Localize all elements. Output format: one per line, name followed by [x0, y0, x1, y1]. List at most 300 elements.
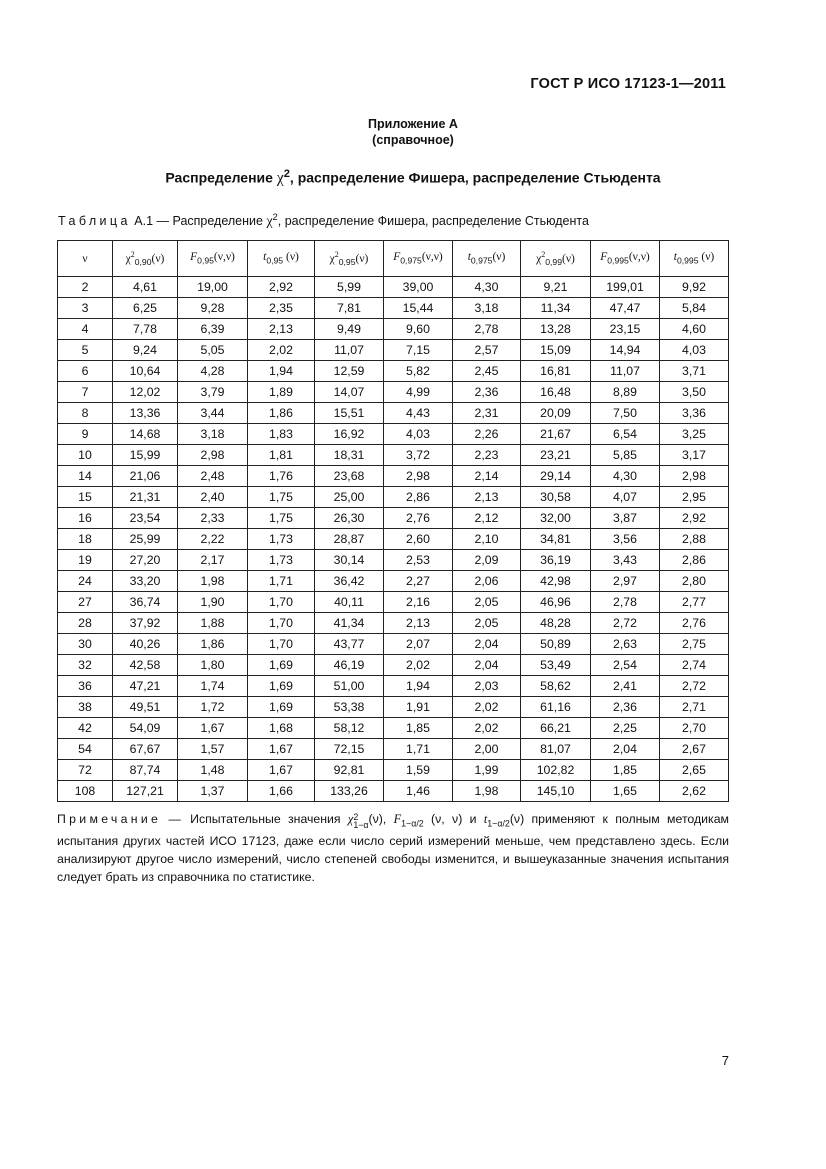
- table-cell: 2,35: [248, 298, 315, 319]
- table-cell: 6,54: [591, 424, 660, 445]
- table-row: [58, 550, 729, 571]
- table-cell: 2,33: [178, 508, 248, 529]
- annex-heading: [0, 116, 826, 148]
- table-cell: 43,77: [315, 634, 384, 655]
- table-cell: 9,21: [521, 277, 591, 298]
- table-cell: 133,26: [315, 781, 384, 802]
- table-cell: 48,28: [521, 613, 591, 634]
- table-cell: 1,94: [384, 676, 453, 697]
- table-cell: 5,99: [315, 277, 384, 298]
- annex-type: (справочное): [372, 133, 454, 147]
- header-arg: (ν): [698, 251, 715, 264]
- table-cell: 25,00: [315, 487, 384, 508]
- table-row: [58, 508, 729, 529]
- table-cell: 1,46: [384, 781, 453, 802]
- column-header: [591, 241, 660, 277]
- table-cell: 3,72: [384, 445, 453, 466]
- table-cell: 9,24: [113, 340, 178, 361]
- table-cell: 23,68: [315, 466, 384, 487]
- table-row: [58, 298, 729, 319]
- note-chi: χ: [347, 812, 354, 826]
- table-cell: 1,67: [178, 718, 248, 739]
- table-cell: 1,76: [248, 466, 315, 487]
- column-header: [660, 241, 729, 277]
- table-body: [58, 277, 729, 802]
- table-cell: 2,98: [384, 466, 453, 487]
- table-cell: 2,22: [178, 529, 248, 550]
- table-cell: 2,12: [453, 508, 521, 529]
- column-header: [453, 241, 521, 277]
- table-cell: 1,67: [248, 739, 315, 760]
- column-header: [248, 241, 315, 277]
- table-cell: 1,69: [248, 655, 315, 676]
- table-row: [58, 445, 729, 466]
- header-sub: 0,995: [607, 255, 629, 266]
- table-cell: 58,12: [315, 718, 384, 739]
- table-cell: 199,01: [591, 277, 660, 298]
- table-cell: 1,94: [248, 361, 315, 382]
- table-cell: 30,58: [521, 487, 591, 508]
- table-cell: 2,86: [384, 487, 453, 508]
- column-header: [113, 241, 178, 277]
- note-arg3: (ν): [509, 812, 525, 826]
- table-cell: 46,96: [521, 592, 591, 613]
- table-cell: 53,38: [315, 697, 384, 718]
- table-cell: 36,19: [521, 550, 591, 571]
- table-cell: 2,04: [453, 634, 521, 655]
- table-row: [58, 424, 729, 445]
- table-cell: 4,60: [660, 319, 729, 340]
- table-cell: 16,81: [521, 361, 591, 382]
- table-cell: 49,51: [113, 697, 178, 718]
- table-cell: 1,69: [248, 697, 315, 718]
- table-row: [58, 760, 729, 781]
- header-sub: 0,975: [400, 255, 422, 266]
- table-row: [58, 340, 729, 361]
- header-arg: (ν,ν): [628, 251, 650, 264]
- table-cell: 7,50: [591, 403, 660, 424]
- table-cell: 27,20: [113, 550, 178, 571]
- table-cell: 42,58: [113, 655, 178, 676]
- note-label: Примечание: [57, 812, 162, 826]
- table-cell: 26,30: [315, 508, 384, 529]
- table-cell: 11,34: [521, 298, 591, 319]
- table-cell: 87,74: [113, 760, 178, 781]
- header-sub: 0,995: [676, 255, 699, 266]
- table-cell: 1,83: [248, 424, 315, 445]
- table-cell: 3,36: [660, 403, 729, 424]
- table-cell: 1,74: [178, 676, 248, 697]
- table-cell: 21,31: [113, 487, 178, 508]
- table-cell: 102,82: [521, 760, 591, 781]
- table-cell: 1,80: [178, 655, 248, 676]
- table-cell: 46,19: [315, 655, 384, 676]
- table-cell: 23,21: [521, 445, 591, 466]
- table-cell: 54,09: [113, 718, 178, 739]
- caption-label: Таблица: [58, 214, 131, 229]
- table-cell: 1,69: [248, 676, 315, 697]
- table-cell: 28,87: [315, 529, 384, 550]
- table-cell: 28: [58, 613, 113, 634]
- table-cell: 1,71: [248, 571, 315, 592]
- table-row: [58, 592, 729, 613]
- table-cell: 29,14: [521, 466, 591, 487]
- table-cell: 1,48: [178, 760, 248, 781]
- table-cell: 13,28: [521, 319, 591, 340]
- table-cell: 12,02: [113, 382, 178, 403]
- table-cell: 2,74: [660, 655, 729, 676]
- table-cell: 30,14: [315, 550, 384, 571]
- table-cell: 32: [58, 655, 113, 676]
- table-cell: 2,02: [248, 340, 315, 361]
- table-cell: 81,07: [521, 739, 591, 760]
- table-cell: 47,21: [113, 676, 178, 697]
- table-row: [58, 466, 729, 487]
- table-cell: 2,75: [660, 634, 729, 655]
- table-cell: 15,44: [384, 298, 453, 319]
- table-cell: 1,75: [248, 487, 315, 508]
- table-cell: 3,44: [178, 403, 248, 424]
- table-cell: 47,47: [591, 298, 660, 319]
- table-cell: 61,16: [521, 697, 591, 718]
- header-sub: 0,95: [197, 255, 214, 266]
- header-symbol: ν: [82, 252, 88, 265]
- table-cell: 2,09: [453, 550, 521, 571]
- table-cell: 2,54: [591, 655, 660, 676]
- table-cell: 2,03: [453, 676, 521, 697]
- note-arg1: (ν),: [368, 812, 394, 826]
- header-symbol: χ: [125, 252, 131, 265]
- table-cell: 4,61: [113, 277, 178, 298]
- header-symbol: χ: [329, 252, 335, 265]
- column-header: [178, 241, 248, 277]
- table-cell: 20,09: [521, 403, 591, 424]
- table-cell: 1,68: [248, 718, 315, 739]
- table-cell: 1,88: [178, 613, 248, 634]
- table-cell: 9,92: [660, 277, 729, 298]
- table-cell: 1,70: [248, 592, 315, 613]
- table-cell: 2,25: [591, 718, 660, 739]
- table-cell: 108: [58, 781, 113, 802]
- table-cell: 34,81: [521, 529, 591, 550]
- table-cell: 2,98: [178, 445, 248, 466]
- header-symbol: χ: [536, 252, 542, 265]
- header-symbol: t: [263, 251, 267, 264]
- table-cell: 1,90: [178, 592, 248, 613]
- table-cell: 2,40: [178, 487, 248, 508]
- header-symbol: t: [673, 251, 677, 264]
- table-cell: 2,36: [453, 382, 521, 403]
- table-cell: 2,86: [660, 550, 729, 571]
- table-cell: 38: [58, 697, 113, 718]
- table-cell: 92,81: [315, 760, 384, 781]
- table-row: [58, 529, 729, 550]
- table-cell: 3,18: [178, 424, 248, 445]
- note-t-sub: 1−α/2: [487, 818, 510, 829]
- table-cell: 2,23: [453, 445, 521, 466]
- table-cell: 19,00: [178, 277, 248, 298]
- table-row: [58, 487, 729, 508]
- table-cell: 3,71: [660, 361, 729, 382]
- table-cell: 145,10: [521, 781, 591, 802]
- table-cell: 2,45: [453, 361, 521, 382]
- chi-symbol: χ: [276, 169, 284, 187]
- table-cell: 2,05: [453, 613, 521, 634]
- table-cell: 1,85: [384, 718, 453, 739]
- table-cell: 1,99: [453, 760, 521, 781]
- table-cell: 2,31: [453, 403, 521, 424]
- note-text-2: применяют к полным методикам испытания других частей ИСО 17123, даже если число серий измерений меньше, чем представлено здесь. Если анализируют другое число измерений, число степеней свободы изменится, и вышеуказанные значения испытания следует брать из справочника по статистике.: [57, 812, 729, 885]
- header-sub: 0,99: [545, 257, 563, 268]
- table-cell: 4,28: [178, 361, 248, 382]
- table-cell: 1,71: [384, 739, 453, 760]
- table-cell: 72,15: [315, 739, 384, 760]
- table-cell: 8,89: [591, 382, 660, 403]
- chi-square-sup: 2: [283, 168, 290, 180]
- column-header: [58, 241, 113, 277]
- table-cell: 4,99: [384, 382, 453, 403]
- table-cell: 3,79: [178, 382, 248, 403]
- table-cell: 2,00: [453, 739, 521, 760]
- table-cell: 2,60: [384, 529, 453, 550]
- table-row: [58, 781, 729, 802]
- header-sub: 0,90: [134, 257, 152, 268]
- header-arg: (ν,ν): [213, 251, 235, 264]
- table-cell: 11,07: [315, 340, 384, 361]
- table-cell: 33,20: [113, 571, 178, 592]
- table-cell: 13,36: [113, 403, 178, 424]
- table-cell: 41,34: [315, 613, 384, 634]
- table-cell: 9,60: [384, 319, 453, 340]
- table-cell: 23,15: [591, 319, 660, 340]
- table-cell: 2,04: [453, 655, 521, 676]
- header-symbol: t: [467, 251, 471, 264]
- note-dash: —: [168, 812, 181, 826]
- table-cell: 67,67: [113, 739, 178, 760]
- page-title: [0, 168, 826, 188]
- table-cell: 7: [58, 382, 113, 403]
- table-cell: 2,92: [248, 277, 315, 298]
- table-cell: 2,04: [591, 739, 660, 760]
- header-sup: 2: [334, 249, 339, 259]
- table-cell: 12,59: [315, 361, 384, 382]
- note-f-sub: 1−α/2: [401, 818, 424, 829]
- table-cell: 40,11: [315, 592, 384, 613]
- table-cell: 2,13: [453, 487, 521, 508]
- caption-sup: 2: [272, 212, 278, 222]
- table-cell: 2,02: [453, 718, 521, 739]
- distribution-table: [57, 240, 729, 802]
- table-cell: 2,72: [591, 613, 660, 634]
- table-cell: 72: [58, 760, 113, 781]
- table-cell: 37,92: [113, 613, 178, 634]
- table-row: [58, 718, 729, 739]
- table-cell: 1,85: [591, 760, 660, 781]
- table-cell: 15,51: [315, 403, 384, 424]
- table-cell: 1,73: [248, 529, 315, 550]
- table-cell: 6,39: [178, 319, 248, 340]
- table-cell: 3,50: [660, 382, 729, 403]
- table-cell: 16,48: [521, 382, 591, 403]
- table-row: [58, 571, 729, 592]
- title-part2: , распределение Фишера, распределение Стьюдента: [289, 169, 661, 186]
- header-sup: 2: [130, 249, 135, 259]
- note-text-1: Испытательные значения: [182, 812, 348, 826]
- table-row: [58, 319, 729, 340]
- header-sub: 0,95: [266, 255, 284, 266]
- table-cell: 36,74: [113, 592, 178, 613]
- table-cell: 50,89: [521, 634, 591, 655]
- table-cell: 2,77: [660, 592, 729, 613]
- table-row: [58, 634, 729, 655]
- table-cell: 2,07: [384, 634, 453, 655]
- table-cell: 2,53: [384, 550, 453, 571]
- table-cell: 2,76: [384, 508, 453, 529]
- table-note: [57, 810, 729, 886]
- table-cell: 21,06: [113, 466, 178, 487]
- table-cell: 30: [58, 634, 113, 655]
- table-cell: 7,15: [384, 340, 453, 361]
- header-arg: (ν,ν): [421, 251, 443, 264]
- table-cell: 1,73: [248, 550, 315, 571]
- header-symbol: F: [190, 251, 198, 264]
- table-cell: 2,36: [591, 697, 660, 718]
- table-cell: 1,89: [248, 382, 315, 403]
- note-t: t: [483, 812, 488, 826]
- table-cell: 10,64: [113, 361, 178, 382]
- table-cell: 5: [58, 340, 113, 361]
- column-header: [521, 241, 591, 277]
- table-cell: 16: [58, 508, 113, 529]
- table-cell: 2,05: [453, 592, 521, 613]
- table-cell: 14,07: [315, 382, 384, 403]
- header-symbol: F: [600, 251, 608, 264]
- table-cell: 7,81: [315, 298, 384, 319]
- table-cell: 25,99: [113, 529, 178, 550]
- table-row: [58, 655, 729, 676]
- table-cell: 4,43: [384, 403, 453, 424]
- table-cell: 51,00: [315, 676, 384, 697]
- table-cell: 5,85: [591, 445, 660, 466]
- header-sub: 0,975: [470, 255, 493, 266]
- table-cell: 8: [58, 403, 113, 424]
- table-cell: 9: [58, 424, 113, 445]
- table-cell: 16,92: [315, 424, 384, 445]
- header-sup: 2: [541, 249, 546, 259]
- table-caption: [58, 212, 589, 229]
- table-cell: 42,98: [521, 571, 591, 592]
- table-cell: 1,81: [248, 445, 315, 466]
- table-row: [58, 613, 729, 634]
- caption-number: А.1: [134, 214, 154, 229]
- table-cell: 3,87: [591, 508, 660, 529]
- table-cell: 23,54: [113, 508, 178, 529]
- table-cell: 2,88: [660, 529, 729, 550]
- table-row: [58, 403, 729, 424]
- table-cell: 6,25: [113, 298, 178, 319]
- table-header-row: [58, 241, 729, 277]
- table-cell: 2,71: [660, 697, 729, 718]
- header-arg: (ν): [355, 252, 369, 265]
- header-arg: (ν): [151, 252, 165, 265]
- table-cell: 1,57: [178, 739, 248, 760]
- table-cell: 24: [58, 571, 113, 592]
- table-cell: 2,14: [453, 466, 521, 487]
- table-cell: 2,02: [384, 655, 453, 676]
- table-cell: 3,18: [453, 298, 521, 319]
- table-cell: 32,00: [521, 508, 591, 529]
- note-arg2: (ν, ν) и: [423, 812, 484, 826]
- table-cell: 1,98: [178, 571, 248, 592]
- table-cell: 4,30: [453, 277, 521, 298]
- table-cell: 18: [58, 529, 113, 550]
- table-cell: 1,59: [384, 760, 453, 781]
- table-cell: 3,56: [591, 529, 660, 550]
- table-cell: 53,49: [521, 655, 591, 676]
- header-arg: (ν): [562, 252, 575, 265]
- table-cell: 2,48: [178, 466, 248, 487]
- table-cell: 127,21: [113, 781, 178, 802]
- table-cell: 54: [58, 739, 113, 760]
- table-row: [58, 382, 729, 403]
- table-cell: 21,67: [521, 424, 591, 445]
- caption-chi: χ: [266, 213, 273, 229]
- note-chi-indices: [353, 813, 368, 829]
- table-cell: 14,68: [113, 424, 178, 445]
- table-cell: 3: [58, 298, 113, 319]
- table-cell: 5,84: [660, 298, 729, 319]
- caption-part1: Распределение: [169, 214, 267, 229]
- table-cell: 1,75: [248, 508, 315, 529]
- table-cell: 2,57: [453, 340, 521, 361]
- table-cell: 1,86: [178, 634, 248, 655]
- table-cell: 36: [58, 676, 113, 697]
- table-cell: 9,49: [315, 319, 384, 340]
- table-cell: 2,76: [660, 613, 729, 634]
- table-cell: 2,06: [453, 571, 521, 592]
- table-cell: 66,21: [521, 718, 591, 739]
- table-cell: 14,94: [591, 340, 660, 361]
- note-chi-sub: 1−α: [353, 819, 369, 830]
- table-cell: 18,31: [315, 445, 384, 466]
- table-cell: 2,80: [660, 571, 729, 592]
- table-cell: 9,28: [178, 298, 248, 319]
- table-cell: 2,41: [591, 676, 660, 697]
- header-arg: (ν): [492, 251, 506, 264]
- note-f: F: [393, 812, 402, 826]
- column-header: [315, 241, 384, 277]
- table-cell: 14: [58, 466, 113, 487]
- table-cell: 2,10: [453, 529, 521, 550]
- table-cell: 40,26: [113, 634, 178, 655]
- table-cell: 11,07: [591, 361, 660, 382]
- table-cell: 4,07: [591, 487, 660, 508]
- table-cell: 1,72: [178, 697, 248, 718]
- table-row: [58, 739, 729, 760]
- table-cell: 7,78: [113, 319, 178, 340]
- table-cell: 4,03: [660, 340, 729, 361]
- table-cell: 2,63: [591, 634, 660, 655]
- table-cell: 19: [58, 550, 113, 571]
- table-cell: 3,25: [660, 424, 729, 445]
- table-cell: 1,98: [453, 781, 521, 802]
- column-header: [384, 241, 453, 277]
- table-cell: 2,70: [660, 718, 729, 739]
- table-cell: 10: [58, 445, 113, 466]
- table-cell: 2,98: [660, 466, 729, 487]
- table-cell: 5,05: [178, 340, 248, 361]
- annex-title: Приложение А: [368, 117, 458, 131]
